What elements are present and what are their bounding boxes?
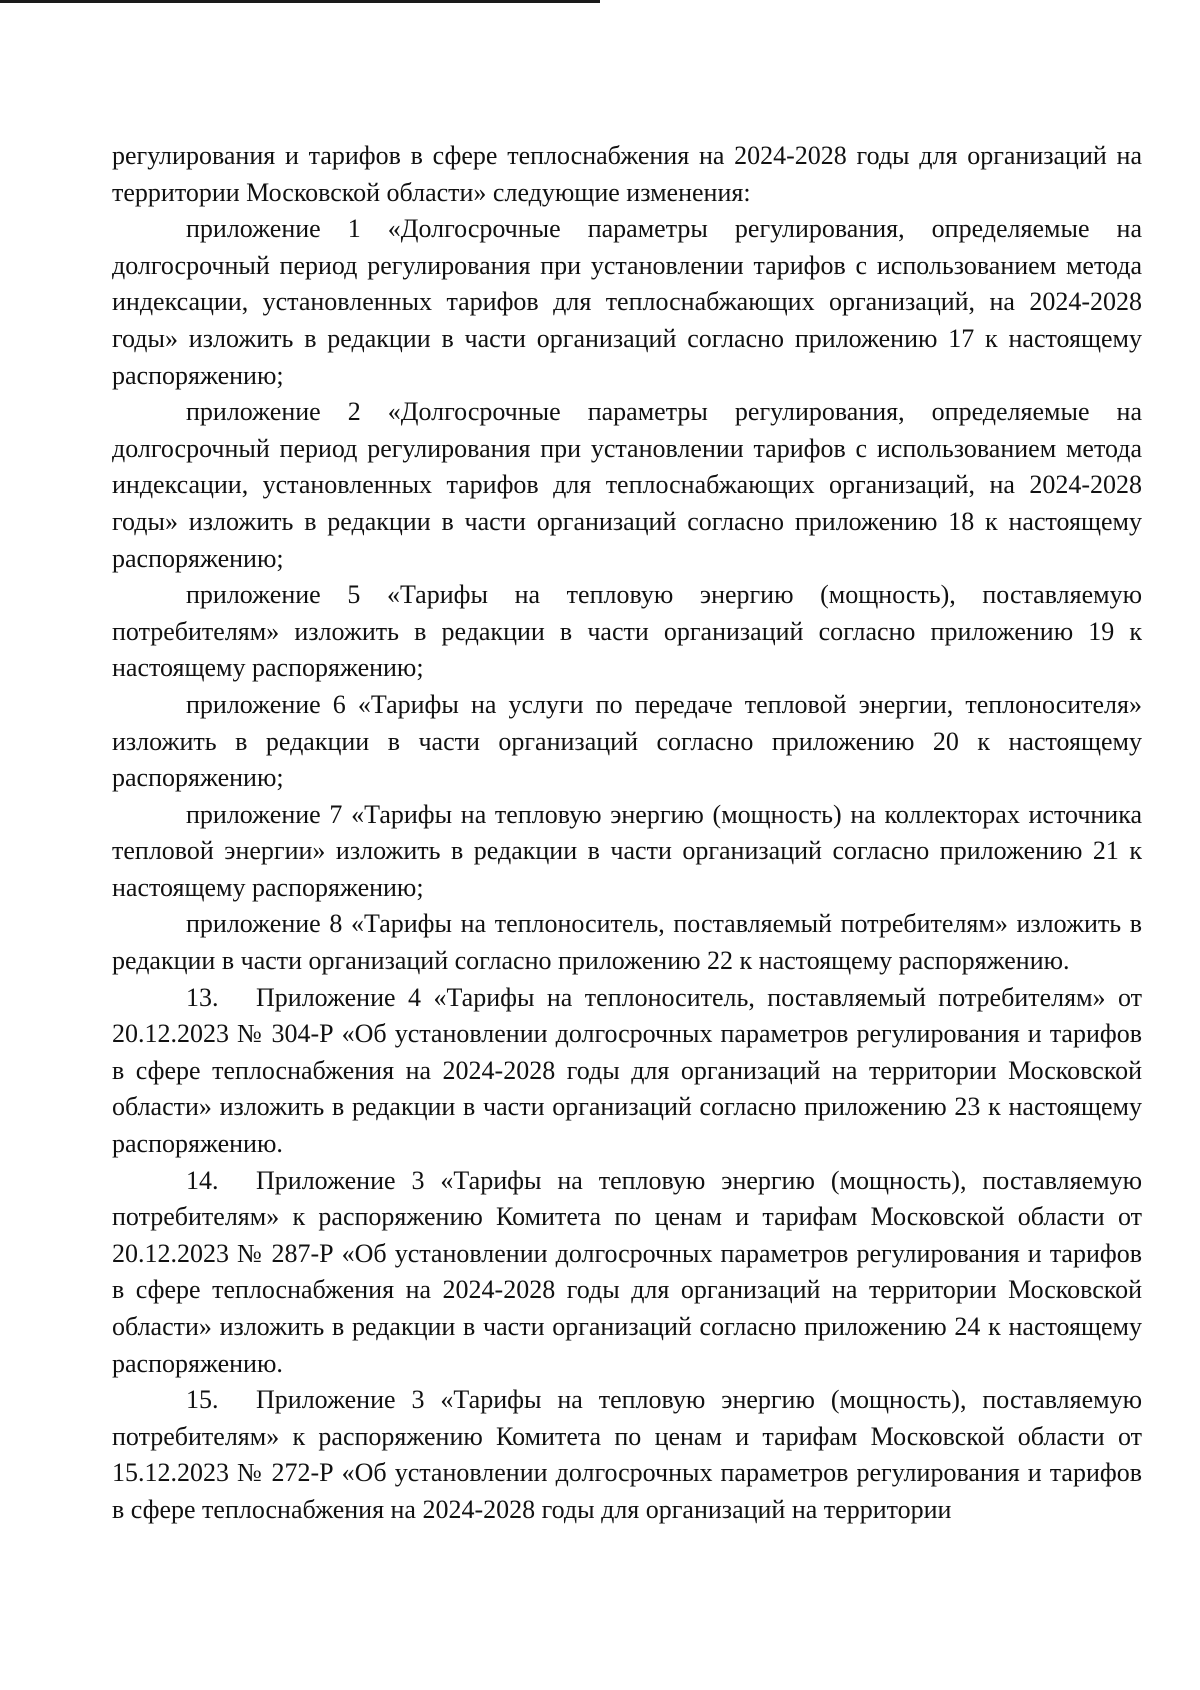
paragraph-annex-7: приложение 7 «Тарифы на тепловую энергию (мощность) на коллекторах источника тепловой энергии» изложить в редакции в части организаций согласно приложению 21 к настоящему распоряжению; (112, 799, 1142, 902)
paragraph-annex-1: приложение 1 «Долгосрочные параметры регулирования, определяемые на долгосрочный период регулирования при установлении тарифов с использованием метода индексации, установленных тарифов для теплоснабжающих организаций, на 2024-2028 годы» изложить в редакции в части организаций согласно приложению 17 к настоящему распоряжению; (112, 214, 1142, 390)
item-text: Приложение 3 «Тарифы на тепловую энергию (мощность), поставляемую потребителям» к распоряжению Комитета по ценам и тарифам Московской области от 20.12.2023 № 287-Р «Об установлении долгосрочных параметров регулирования и тарифов в сфере теплоснабжения на 2024-2028 годы для организаций на территории Московской области» изложить в редакции в части организаций согласно приложению 24 к настоящему распоряжению. (112, 1165, 1142, 1378)
paragraph-annex-5: приложение 5 «Тарифы на тепловую энергию (мощность), поставляемую потребителям» изложить в редакции в части организаций согласно приложению 19 к настоящему распоряжению; (112, 580, 1142, 683)
paragraph-annex-2: приложение 2 «Долгосрочные параметры регулирования, определяемые на долгосрочный период регулирования при установлении тарифов с использованием метода индексации, установленных тарифов для теплоснабжающих организаций, на 2024-2028 годы» изложить в редакции в части организаций согласно приложению 18 к настоящему распоряжению; (112, 397, 1142, 573)
item-text: Приложение 4 «Тарифы на теплоноситель, поставляемый потребителям» от 20.12.2023 № 304-Р «Об установлении долгосрочных параметров регулирования и тарифов в сфере теплоснабжения на 2024-2028 годы для организаций на территории Московской области» изложить в редакции в части организаций согласно приложению 23 к настоящему распоряжению. (112, 982, 1142, 1159)
item-number: 13. (186, 982, 219, 1012)
item-number: 14. (186, 1165, 219, 1195)
page-top-edge (0, 0, 600, 3)
numbered-item-13 (112, 980, 1142, 1163)
paragraph-annex-8: приложение 8 «Тарифы на теплоноситель, поставляемый потребителям» изложить в редакции в части организаций согласно приложению 22 к настоящему распоряжению. (112, 909, 1142, 976)
item-text: Приложение 3 «Тарифы на тепловую энергию (мощность), поставляемую потребителям» к распоряжению Комитета по ценам и тарифам Московской области от 15.12.2023 № 272-Р «Об установлении долгосрочных параметров регулирования и тарифов в сфере теплоснабжения на 2024-2028 годы для организаций на территории (112, 1385, 1142, 1524)
paragraph-continuation: регулирования и тарифов в сфере теплоснабжения на 2024-2028 годы для организаций на территории Московской области» следующие изменения: (112, 141, 1142, 207)
numbered-item-15 (112, 1382, 1142, 1528)
document-body (112, 138, 1142, 1529)
item-number: 15. (186, 1385, 219, 1415)
paragraph-annex-6: приложение 6 «Тарифы на услуги по передаче тепловой энергии, теплоносителя» изложить в редакции в части организаций согласно приложению 20 к настоящему распоряжению; (112, 689, 1142, 793)
numbered-item-14 (112, 1163, 1142, 1383)
